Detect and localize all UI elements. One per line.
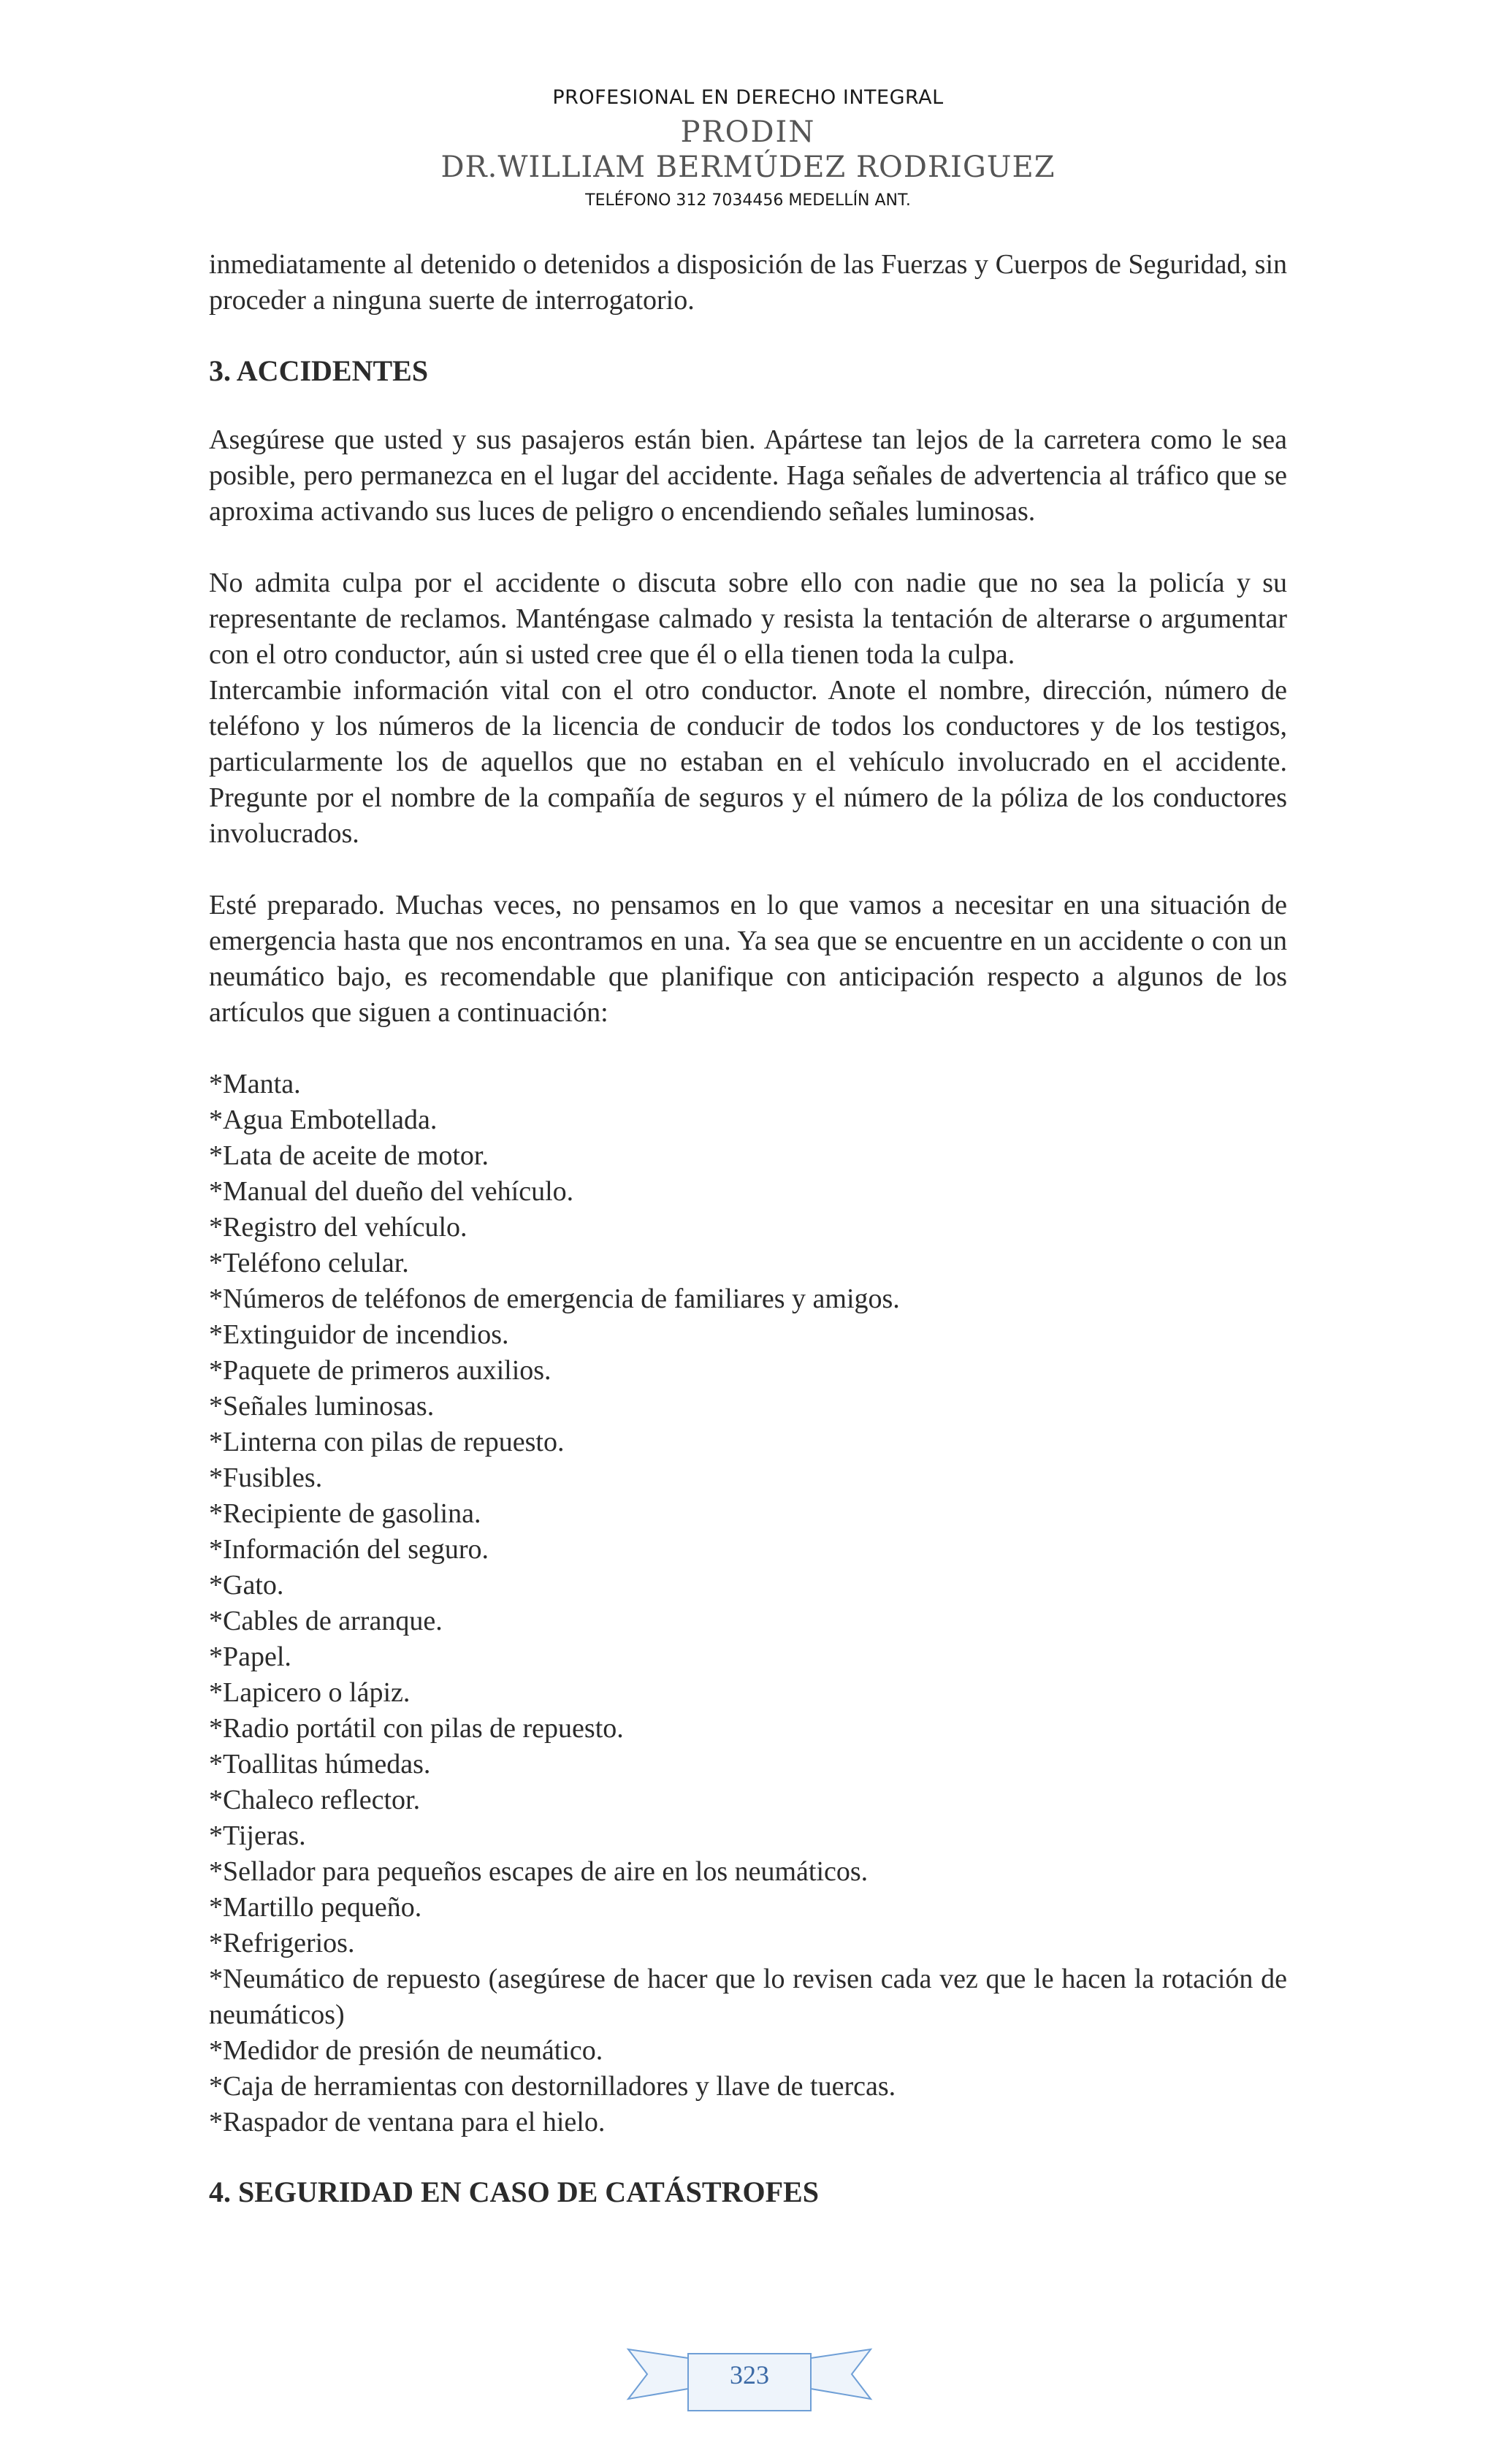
list-item: *Chaleco reflector. [209,1785,421,1815]
page-number-ribbon [625,2341,874,2421]
intro-paragraph: inmediatamente al detenido o detenidos a disposición de las Fuerzas y Cuerpos de Seguridad, sin proceder a ninguna suerte de interrogatorio. [209,249,1287,316]
body-text [209,247,1287,2210]
section-3-paragraph-1: Asegúrese que usted y sus pasajeros están bien. Apártese tan lejos de la carretera como le sea posible, pero permanezca en el lugar del accidente. Haga señales de advertencia al tráfico que se aproxima activando sus luces de peligro o encendiendo señales luminosas. [209,424,1287,527]
list-item: *Paquete de primeros auxilios. [209,1355,552,1386]
list-item: *Cables de arranque. [209,1606,443,1636]
header-line-phone: TELÉFONO 312 7034456 MEDELLÍN ANT. [585,191,911,210]
list-item: *Extinguidor de incendios. [209,1319,509,1350]
list-item: *Medidor de presión de neumático. [209,2035,603,2066]
list-item: *Papel. [209,1641,291,1672]
header-line-firm: PROFESIONAL EN DERECHO INTEGRAL [552,86,944,109]
list-item: *Manta. [209,1069,301,1099]
page-number: 323 [730,2360,769,2389]
list-item: *Martillo pequeño. [209,1892,422,1923]
header-line-acronym: PRODIN [680,115,816,149]
list-item: *Números de teléfonos de emergencia de familiares y amigos. [209,1284,900,1314]
list-item: *Raspador de ventana para el hielo. [209,2107,606,2137]
list-item: *Refrigerios. [209,1928,355,1958]
list-item: *Linterna con pilas de repuesto. [209,1427,565,1457]
list-item: *Agua Embotellada. [209,1105,438,1135]
section-3-paragraph-2: No admita culpa por el accidente o discuta sobre ello con nadie que no sea la policía y su representante de reclamos. Manténgase calmado y resista la tentación de alterarse o argumentar con el otro conductor, aún si usted cree que él o ella tienen toda la culpa. [209,568,1287,670]
list-item: *Lata de aceite de motor. [209,1140,489,1171]
section-4-heading: 4. SEGURIDAD EN CASO DE CATÁSTROFES [209,2175,819,2208]
list-item: *Sellador para pequeños escapes de aire en los neumáticos. [209,1856,869,1887]
emergency-items-list [209,1067,1287,2140]
list-item: *Neumático de repuesto (asegúrese de hacer que lo revisen cada vez que le hacen la rotación de neumáticos) [209,1964,1287,2030]
list-item: *Caja de herramientas con destornilladores y llave de tuercas. [209,2071,896,2102]
list-item: *Manual del dueño del vehículo. [209,1176,574,1207]
list-item: *Registro del vehículo. [209,1212,468,1243]
list-item: *Radio portátil con pilas de repuesto. [209,1713,624,1744]
list-item: *Teléfono celular. [209,1248,409,1278]
section-3-heading: 3. ACCIDENTES [209,354,429,387]
list-item: *Información del seguro. [209,1534,489,1565]
list-item: *Recipiente de gasolina. [209,1498,481,1529]
list-item: *Toallitas húmedas. [209,1749,431,1780]
header-line-name: DR.WILLIAM BERMÚDEZ RODRIGUEZ [440,150,1056,184]
list-item: *Gato. [209,1570,284,1601]
list-item: *Tijeras. [209,1820,306,1851]
list-item: *Señales luminosas. [209,1391,435,1422]
list-item: *Lapicero o lápiz. [209,1677,411,1708]
list-item: *Fusibles. [209,1462,323,1493]
section-3-paragraph-3: Intercambie información vital con el otro conductor. Anote el nombre, dirección, número de teléfono y los números de la licencia de conducir de todos los conductores y de los testigos, particularmente los de aquellos que no estaban en el vehículo involucrado en el accidente. Pregunte por el nombre de la compañía de seguros y el número de la póliza de los conductores involucrados. [209,675,1287,849]
section-3-paragraph-4: Esté preparado. Muchas veces, no pensamos en lo que vamos a necesitar en una situación de emergencia hasta que nos encontramos en una. Ya sea que se encuentre en un accidente o con un neumático bajo, es recomendable que planifique con anticipación respecto a algunos de los artículos que siguen a continuación: [209,890,1287,1028]
